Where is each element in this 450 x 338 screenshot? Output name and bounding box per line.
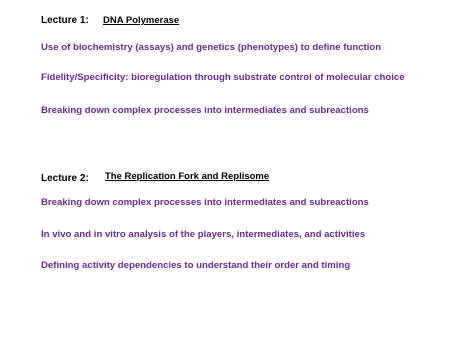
lecture-2-title: The Replication Fork and Replisome (105, 171, 270, 182)
lecture-2-point-2: In vivo and in vitro analysis of the players, intermediates, and activities (41, 229, 366, 240)
lecture-2-label: Lecture 2: (41, 173, 89, 184)
lecture-1-point-3: Breaking down complex processes into intermediates and subreactions (41, 105, 369, 116)
lecture-1-point-1: Use of biochemistry (assays) and genetics (phenotypes) to define function (41, 42, 382, 53)
lecture-1-point-2: Fidelity/Specificity: bioregulation through substrate control of molecular choice (41, 72, 405, 83)
lecture-2-point-3: Defining activity dependencies to understand their order and timing (41, 260, 351, 271)
lecture-1-label: Lecture 1: (41, 15, 89, 26)
lecture-2-point-1: Breaking down complex processes into intermediates and subreactions (41, 197, 369, 208)
lecture-1-title: DNA Polymerase (103, 15, 180, 26)
